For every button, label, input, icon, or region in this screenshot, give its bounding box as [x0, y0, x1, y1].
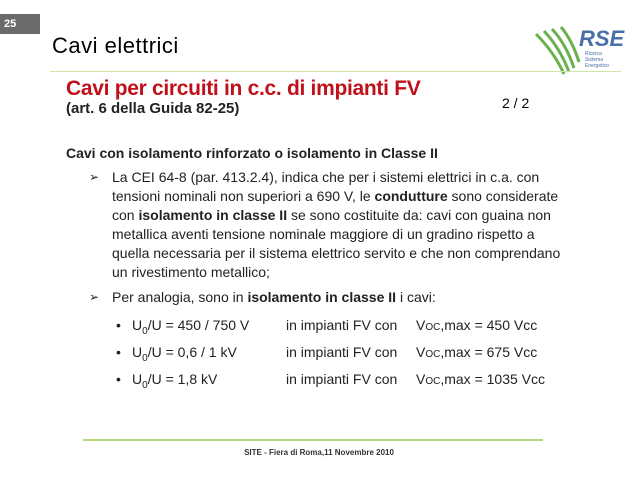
dot-bullet-icon: •	[116, 371, 121, 387]
bullet-text-part: La CEI 64-8 (par. 413.2.4), indica che per i sistemi elettrici in c.a. con tensioni nominali non superiori a 690 V, le	[112, 169, 540, 204]
footer-text: SITE - Fiera di Roma,11 Novembre 2010	[244, 448, 394, 457]
logo-line: Ricerca	[585, 51, 602, 57]
bullet-text-part: sono considerate con	[112, 188, 559, 223]
bullet-bold-term: isolamento in classe II	[247, 289, 397, 305]
bullet-bold-term: isolamento in classe II	[138, 207, 288, 223]
dot-bullet-icon: •	[116, 344, 121, 360]
cable-voc: VOC,max = 450 Vcc	[416, 317, 538, 333]
slide-number: 25	[0, 14, 40, 34]
cable-rating: $U_0/U = 0,6 / 1$ kV	[132, 344, 237, 364]
rse-logo	[532, 24, 625, 76]
bullet-item	[90, 168, 570, 282]
footer-divider	[83, 439, 543, 441]
bullet-item	[90, 288, 570, 307]
logo-line: Sistema	[585, 57, 604, 63]
content-heading: Cavi con isolamento rinforzato o isolamento in Classe II	[66, 145, 438, 161]
cable-voc: VOC,max = 675 Vcc	[416, 344, 538, 360]
dot-bullet-icon: •	[116, 317, 121, 333]
logo-tagline	[585, 51, 609, 69]
arrow-bullet-icon: ➢	[89, 170, 100, 184]
cable-context: in impianti FV con	[286, 371, 398, 387]
logo-line: Energetico	[585, 63, 609, 69]
bullet-bold-term: condutture	[374, 188, 448, 204]
arrow-bullet-icon: ➢	[89, 290, 100, 304]
cable-voc: VOC,max = 1035 Vcc	[416, 371, 546, 387]
header-divider	[50, 71, 621, 72]
bullet-text-part: i cavi:	[396, 289, 436, 305]
bullet-text-part: Per analogia, sono in	[112, 289, 248, 305]
bullet-text	[112, 288, 570, 307]
slide-subtitle: Cavi per circuiti in c.c. di impianti FV	[66, 77, 421, 100]
slide-subtitle-reference: (art. 6 della Guida 82-25)	[66, 100, 240, 117]
cable-context: in impianti FV con	[286, 317, 398, 333]
left-margin	[0, 0, 40, 480]
page-indicator: 2 / 2	[502, 95, 530, 111]
logo-wordmark: RSE	[579, 26, 625, 51]
section-title: Cavi elettrici	[52, 33, 179, 58]
cable-context: in impianti FV con	[286, 344, 398, 360]
cable-rating: $U_0/U = 450 / 750$ V	[132, 317, 250, 337]
cable-rating: $U_0/U = 1,8$ kV	[132, 371, 218, 391]
bullet-text	[112, 168, 570, 282]
bullet-text-part: se sono costituite da: cavi con guaina non metallica aventi tensione nominale maggiore di un gradino rispetto a quella necessaria per il sistema elettrico servito e che non comprendano un rivestimento metallico;	[112, 207, 561, 280]
